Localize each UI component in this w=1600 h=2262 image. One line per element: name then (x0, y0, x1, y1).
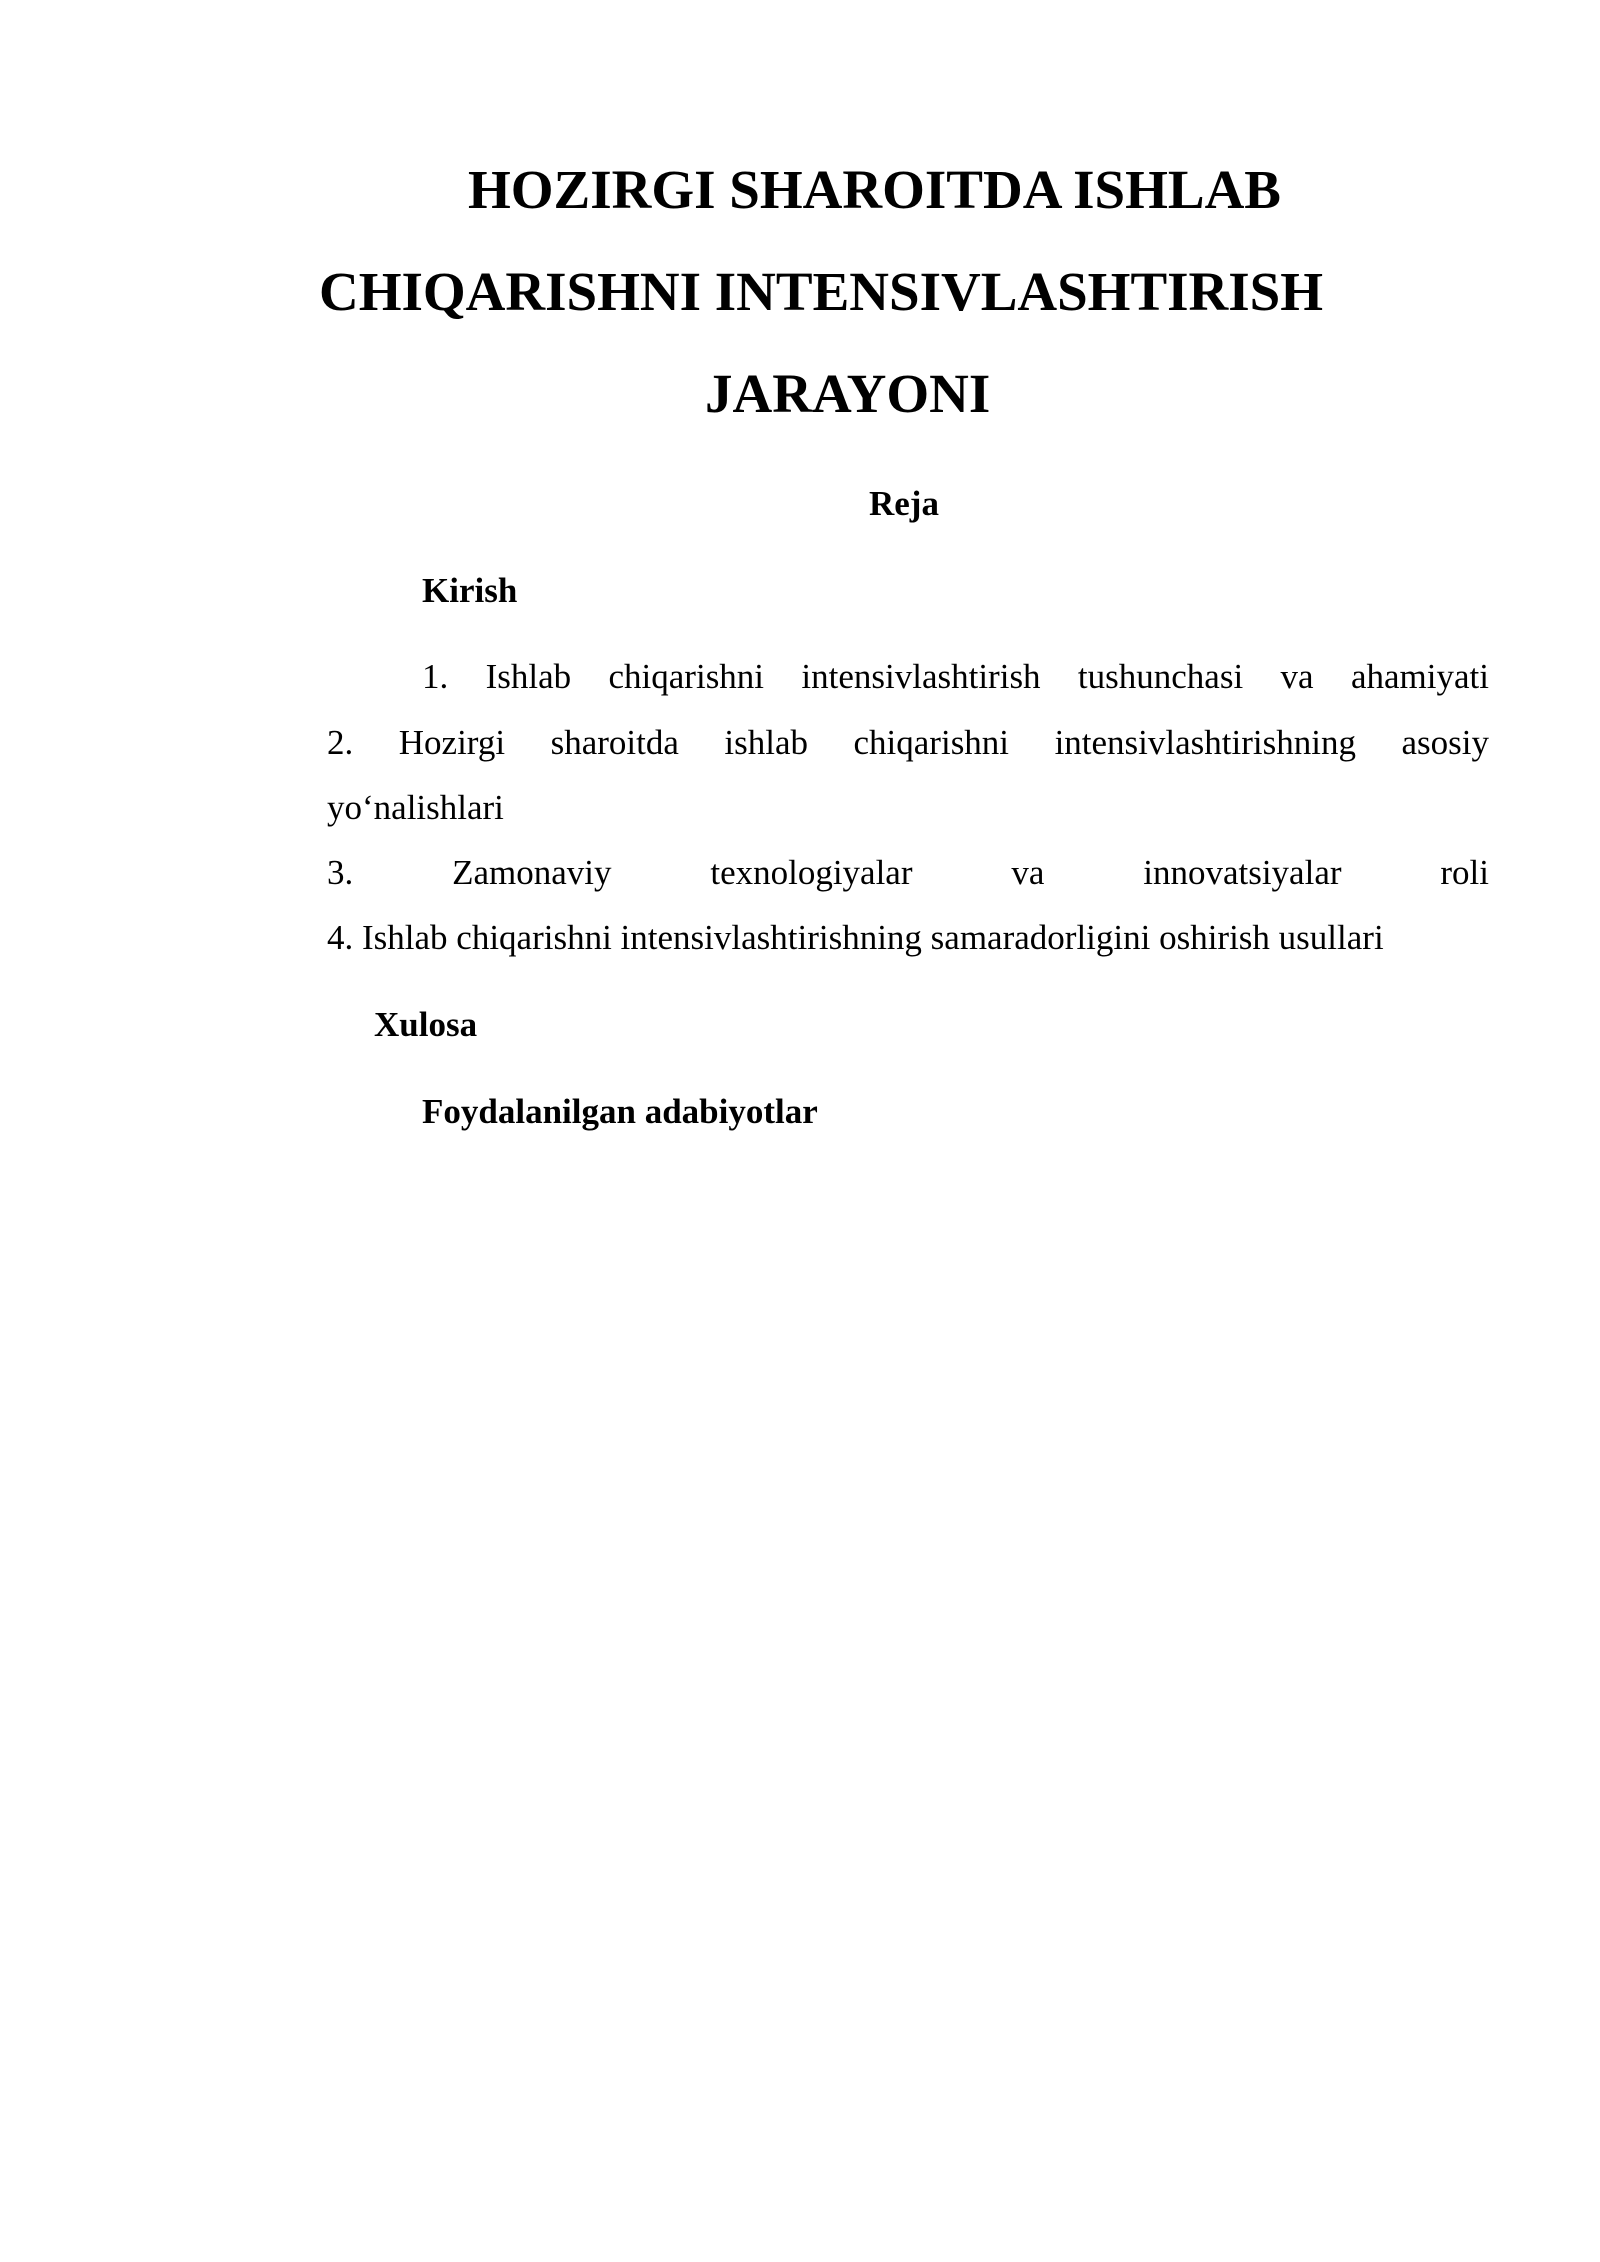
plan-word: 2. (327, 723, 354, 762)
intro-heading: Kirish (422, 571, 518, 610)
plan-word: va (1011, 853, 1045, 892)
plan-line-3: yo‘nalishlari (327, 788, 504, 827)
document-title-line-2: CHIQARISHNI INTENSIVLASHTIRISH (319, 261, 1324, 322)
document-title-line-3: JARAYONI (705, 363, 991, 424)
plan-word: 1. (422, 657, 449, 696)
plan-line-1 (422, 659, 1489, 694)
plan-word: ishlab (724, 723, 808, 762)
plan-word: 3. (327, 853, 354, 892)
plan-word: intensivlashtirish (801, 657, 1041, 696)
plan-word: sharoitda (550, 723, 679, 762)
plan-line-5: 4. Ishlab chiqarishni intensivlashtirishning samaradorligini oshirish usullari (327, 918, 1384, 957)
plan-heading: Reja (869, 484, 939, 523)
document-title-line-1: HOZIRGI SHAROITDA ISHLAB (468, 159, 1281, 220)
plan-word: tushunchasi (1077, 657, 1244, 696)
plan-word: Zamonaviy (452, 853, 612, 892)
plan-word: Hozirgi (398, 723, 506, 762)
plan-line-2 (327, 725, 1489, 760)
conclusion-heading: Xulosa (374, 1005, 478, 1044)
plan-word: asosiy (1401, 723, 1489, 762)
plan-word: intensivlashtirishning (1054, 723, 1356, 762)
plan-word: chiqarishni (608, 657, 765, 696)
plan-word: va (1280, 657, 1314, 696)
plan-word: ahamiyati (1350, 657, 1489, 696)
plan-line-4 (327, 855, 1489, 890)
references-heading: Foydalanilgan adabiyotlar (422, 1092, 818, 1131)
plan-word: texnologiyalar (710, 853, 913, 892)
plan-word: Ishlab (485, 657, 572, 696)
plan-word: roli (1440, 853, 1489, 892)
plan-word: chiqarishni (853, 723, 1010, 762)
plan-word: innovatsiyalar (1143, 853, 1342, 892)
